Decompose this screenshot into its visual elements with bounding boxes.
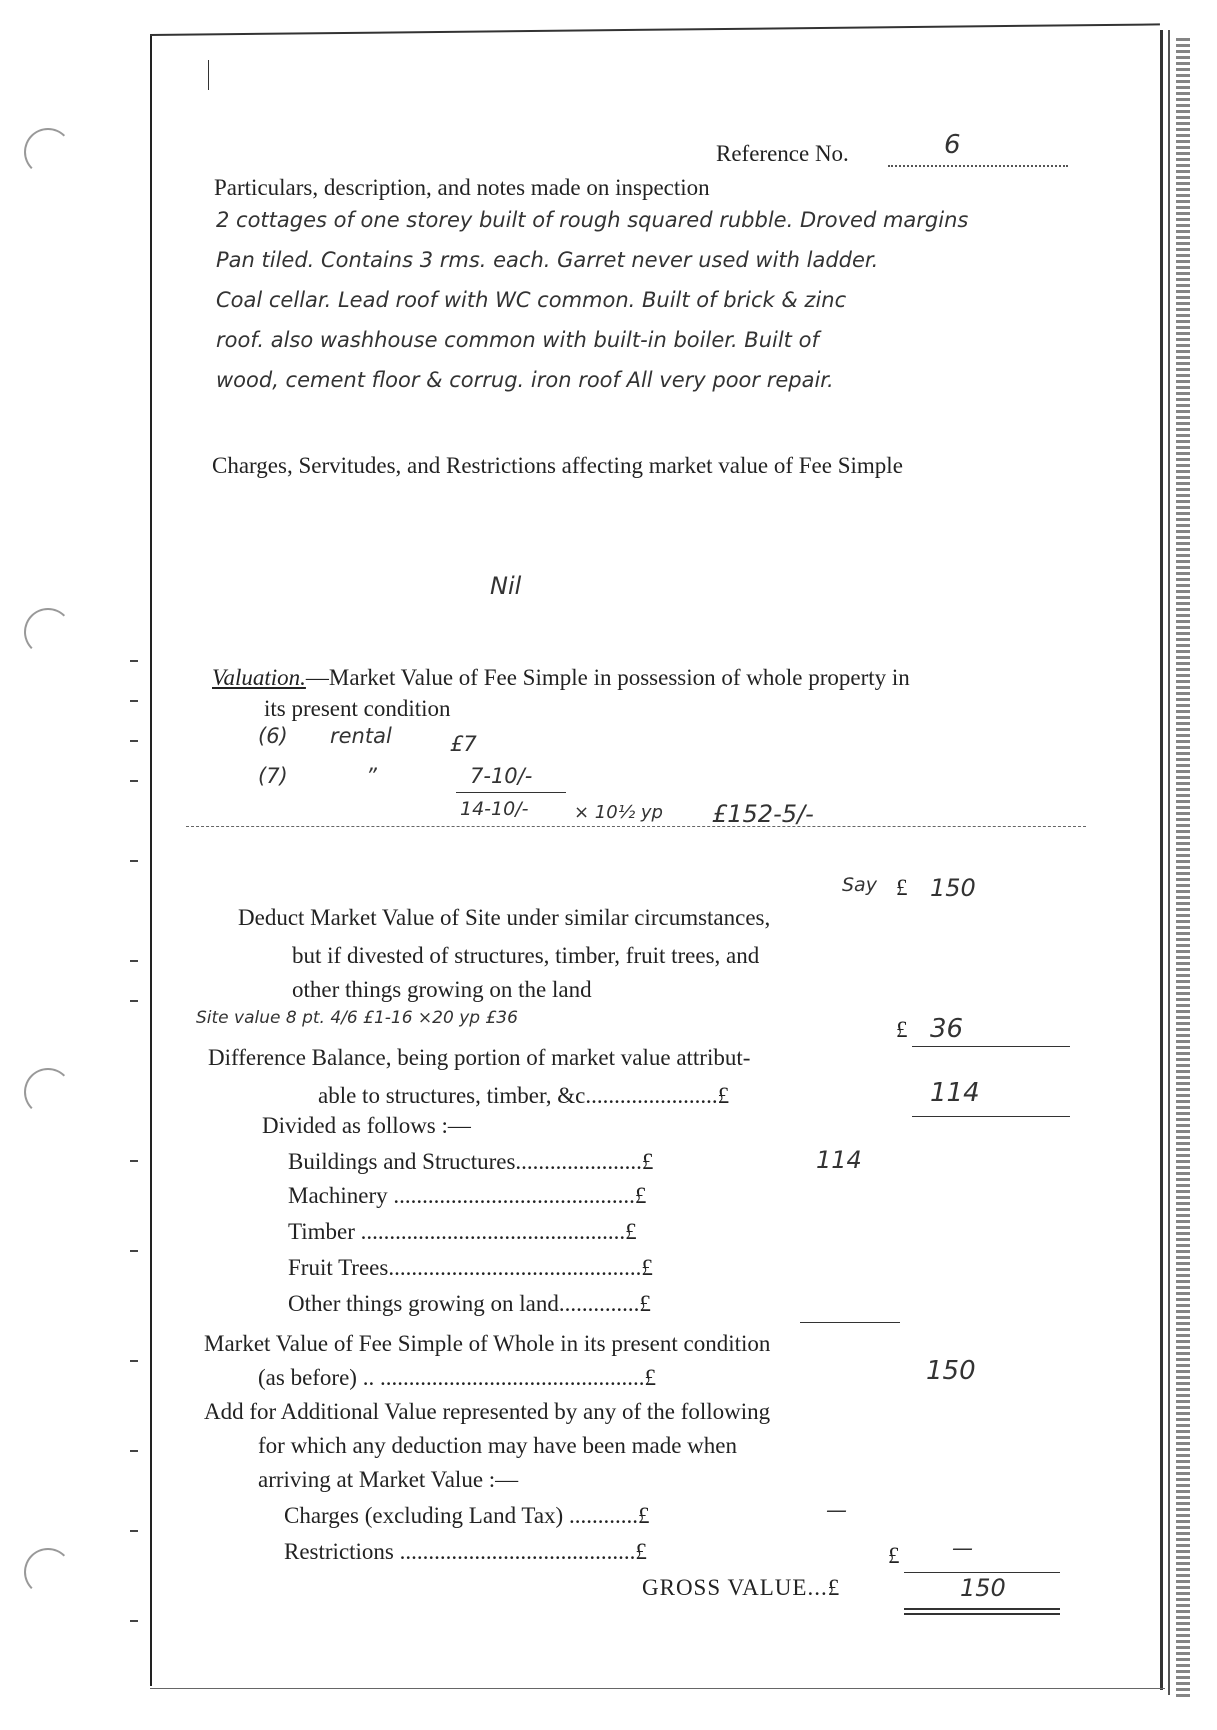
page-left-border xyxy=(150,36,152,1686)
market-whole-line: (as before) .. ..............................................£ xyxy=(258,1365,656,1390)
margin-tick xyxy=(130,1160,138,1162)
margin-tick xyxy=(130,1250,138,1252)
divided-total-line xyxy=(800,1322,900,1323)
margin-tick xyxy=(130,960,138,962)
margin-tick xyxy=(130,1000,138,1002)
reference-label: Reference No. xyxy=(716,141,849,166)
deduct-line: Deduct Market Value of Site under similar circumstances, xyxy=(238,905,771,930)
charges-heading: Charges, Servitudes, and Restrictions affecting market value of Fee Simple xyxy=(212,453,903,478)
calc-row2-label: ” xyxy=(366,764,377,788)
divided-item-label: Machinery ..........................................£ xyxy=(288,1183,647,1208)
divided-item-label: Timber ..............................................£ xyxy=(288,1219,637,1244)
particulars-heading: Particulars, description, and notes made on inspection xyxy=(214,175,710,200)
calc-row1-ref: (6) xyxy=(258,724,288,748)
market-whole-line: Market Value of Fee Simple of Whole in its present condition xyxy=(204,1331,771,1356)
page-right-border xyxy=(1160,30,1163,1690)
valuation-heading xyxy=(212,666,910,689)
margin-tick xyxy=(130,1620,138,1622)
divided-item-value: 114 xyxy=(816,1146,862,1174)
add-restrictions-value: — xyxy=(952,1536,973,1560)
calc-total: 14-10/- xyxy=(460,798,529,820)
margin-tick xyxy=(130,660,138,662)
calc-multiplier: × 10½ yp xyxy=(574,802,663,823)
page-edge-stack xyxy=(1176,38,1190,1698)
difference-line: Difference Balance, being portion of market value attribut- xyxy=(208,1045,751,1070)
deduct-currency: £ xyxy=(896,1017,908,1042)
page-bottom-border xyxy=(150,1688,1165,1689)
deduct-value-line xyxy=(912,1046,1070,1047)
gross-value: 150 xyxy=(960,1574,1006,1602)
page-inner-mark xyxy=(208,60,209,90)
valuation-text-continued: its present condition xyxy=(264,696,451,721)
add-line: arriving at Market Value :— xyxy=(258,1467,519,1492)
divided-item-label: Fruit Trees............................................£ xyxy=(288,1255,653,1280)
add-charges-value: — xyxy=(826,1498,847,1522)
difference-value: 114 xyxy=(930,1078,980,1108)
add-line: Add for Additional Value represented by any of the following xyxy=(204,1399,771,1424)
add-line: for which any deduction may have been made when xyxy=(258,1433,737,1458)
margin-tick xyxy=(130,1450,138,1452)
reference-value: 6 xyxy=(944,130,961,160)
say-currency: £ xyxy=(896,875,908,900)
difference-line: able to structures, timber, &c.......................£ xyxy=(318,1083,730,1108)
deduct-line: but if divested of structures, timber, fruit trees, and xyxy=(292,943,760,968)
margin-tick xyxy=(130,860,138,862)
restrictions-line xyxy=(904,1572,1060,1573)
particulars-line: Coal cellar. Lead roof with WC common. Built of brick & zinc xyxy=(216,288,847,312)
particulars-line: wood, cement floor & corrug. iron roof All very poor repair. xyxy=(216,368,834,392)
margin-tick xyxy=(130,1530,138,1532)
punch-hole-mark xyxy=(24,1548,72,1596)
valuation-divider xyxy=(186,826,1086,827)
calc-row2-amount: 7-10/- xyxy=(470,764,533,788)
margin-tick xyxy=(130,780,138,782)
add-charges-label: Charges (excluding Land Tax) ............£ xyxy=(284,1503,650,1528)
margin-tick xyxy=(130,740,138,742)
say-label: Say xyxy=(842,874,877,896)
punch-hole-mark xyxy=(24,608,72,656)
page-top-border xyxy=(150,23,1160,36)
margin-tick xyxy=(130,700,138,702)
add-restrictions-currency: £ xyxy=(888,1543,900,1568)
divided-heading: Divided as follows :— xyxy=(262,1113,471,1138)
site-value-note: Site value 8 pt. 4/6 £1-16 ×20 yp £36 xyxy=(196,1008,518,1028)
gross-value-label: GROSS VALUE...£ xyxy=(642,1575,841,1600)
calc-sum-line xyxy=(456,792,566,793)
divided-item-label: Other things growing on land..............£ xyxy=(288,1291,651,1316)
difference-value-line xyxy=(912,1116,1070,1117)
deduct-value: 36 xyxy=(930,1014,964,1044)
calc-row2-ref: (7) xyxy=(258,764,288,788)
particulars-line: roof. also washhouse common with built-in boiler. Built of xyxy=(216,328,819,352)
margin-tick xyxy=(130,1360,138,1362)
particulars-line: 2 cottages of one storey built of rough squared rubble. Droved margins xyxy=(216,208,969,232)
page-right-border-inner xyxy=(1168,30,1170,1695)
market-whole-value: 150 xyxy=(926,1356,976,1386)
charges-note: Nil xyxy=(490,572,522,600)
valuation-label: Valuation. xyxy=(212,665,306,690)
punch-hole-mark xyxy=(24,1068,72,1116)
reference-field-line xyxy=(888,165,1068,167)
add-restrictions-label: Restrictions .........................................£ xyxy=(284,1539,647,1564)
calc-row1-label: rental xyxy=(330,724,392,748)
divided-item-label: Buildings and Structures......................£ xyxy=(288,1149,654,1174)
say-value: 150 xyxy=(930,874,976,902)
punch-hole-mark xyxy=(24,128,72,176)
gross-value-line xyxy=(904,1608,1060,1610)
deduct-line: other things growing on the land xyxy=(292,977,592,1002)
valuation-text: —Market Value of Fee Simple in possession of whole property in xyxy=(305,665,910,690)
gross-value-double-line xyxy=(904,1613,1060,1615)
calc-result: £152-5/- xyxy=(712,800,814,828)
calc-row1-amount: £7 xyxy=(450,732,477,756)
particulars-line: Pan tiled. Contains 3 rms. each. Garret never used with ladder. xyxy=(216,248,879,272)
